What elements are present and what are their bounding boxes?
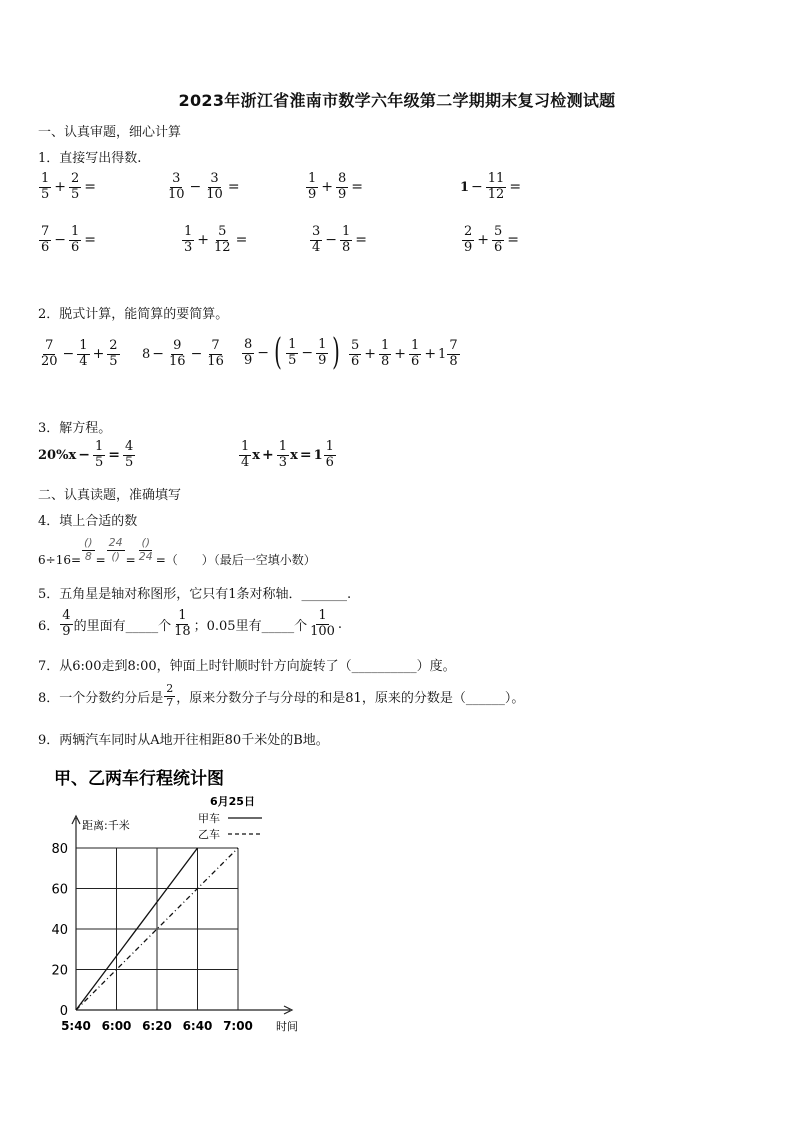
chart-ylabel: 距离:千米	[82, 819, 130, 832]
q9-text: 9．两辆汽车同时从A地开往相距80千米处的B地。	[38, 733, 329, 748]
q2-expr-4: $\frac{5}{6}$ + $\frac{1}{8}$ + $\frac{1}{6}$ + 1 $\frac{7}{8}$	[351, 338, 458, 369]
q3-equation-2: $\frac{1}{4}$ x + $\frac{1}{3}$ x = 1 $\frac{1}{6}$	[241, 439, 334, 470]
chart-xlabel: 时间	[276, 1020, 298, 1033]
q4-label: 4．填上合适的数	[38, 514, 138, 529]
q1-item-2: $\frac{3}{10}$ − $\frac{3}{10}$ =	[168, 171, 240, 202]
q5-text: 5．五角星是轴对称图形，它只有1条对称轴．_______.	[38, 587, 352, 602]
q3-label: 3．解方程。	[38, 421, 112, 436]
y-tick-label: 40	[51, 923, 68, 938]
y-tick-label: 20	[51, 963, 68, 979]
q1-item-4: 1 − $\frac{11}{12}$ =	[460, 171, 522, 202]
x-tick-label: 6:40	[182, 1019, 213, 1033]
x-tick-label: 6:20	[142, 1019, 172, 1033]
q2-label: 2．脱式计算，能简算的要简算。	[38, 307, 229, 322]
q8-text: 8．一个分数约分后是 $\frac{2}{7}$ ，原来分数分子与分母的和是81，原来的分数是（______）。	[38, 682, 525, 709]
q1-item-1: $\frac{1}{5}$ + $\frac{2}{5}$ =	[41, 171, 97, 202]
y-tick-label: 60	[51, 882, 68, 898]
chart-title: 甲、乙两车行程统计图	[54, 769, 224, 789]
q1-item-7: $\frac{3}{4}$ − $\frac{1}{8}$ =	[312, 224, 368, 255]
q3-equation-1: 20%x − $\frac{1}{5}$ = $\frac{4}{5}$	[38, 439, 134, 470]
page-title: 2023年浙江省淮南市数学六年级第二学期期末复习检测试题	[178, 91, 616, 110]
q6-text: 6． $\frac{4}{9}$ 的里面有_____个 $\frac{1}{18}$ ；0.05里有_____个 $\frac{1}{100}$ .	[38, 608, 343, 639]
q4-expression: 6÷16= $\frac{()}{8}$ = $\frac{24}{()}$ = $\frac{()}{24}$ = （ ）（最后一空填小数）	[38, 536, 316, 567]
section2-heading: 二、认真读题，准确填写	[38, 488, 182, 503]
q1-label: 1．直接写出得数.	[38, 151, 142, 166]
q2-expr-2: 8 − $\frac{9}{16}$ − $\frac{7}{16}$	[142, 338, 224, 369]
section1-heading: 一、认真审题，细心计算	[38, 125, 182, 140]
q2-expr-3: $\frac{8}{9}$ − ( $\frac{1}{5}$ − $\frac{1}{9}$ )	[244, 332, 341, 373]
q7-text: 7．从6:00走到8:00，钟面上时针顺时针方向旋转了（__________）度。	[38, 659, 456, 674]
q1-item-6: $\frac{1}{3}$ + $\frac{5}{12}$ =	[184, 224, 248, 255]
y-tick-label: 80	[51, 842, 68, 857]
legend-label: 甲车	[198, 812, 220, 825]
q1-item-5: $\frac{7}{6}$ − $\frac{1}{6}$ =	[41, 224, 97, 255]
q1-item-8: $\frac{2}{9}$ + $\frac{5}{6}$ =	[464, 224, 520, 255]
x-tick-label: 5:40	[61, 1019, 91, 1033]
travel-chart	[40, 760, 320, 1040]
x-tick-label: 7:00	[223, 1019, 253, 1033]
q2-expr-1: $\frac{7}{20}$ − $\frac{1}{4}$ + $\frac{2}{5}$	[41, 338, 118, 369]
legend-label: 乙车	[198, 828, 220, 841]
x-tick-label: 6:00	[101, 1019, 132, 1033]
y-tick-label: 0	[59, 1004, 68, 1019]
q1-item-3: $\frac{1}{9}$ + $\frac{8}{9}$ =	[308, 171, 364, 202]
chart-subtitle: 6月25日	[210, 795, 255, 808]
